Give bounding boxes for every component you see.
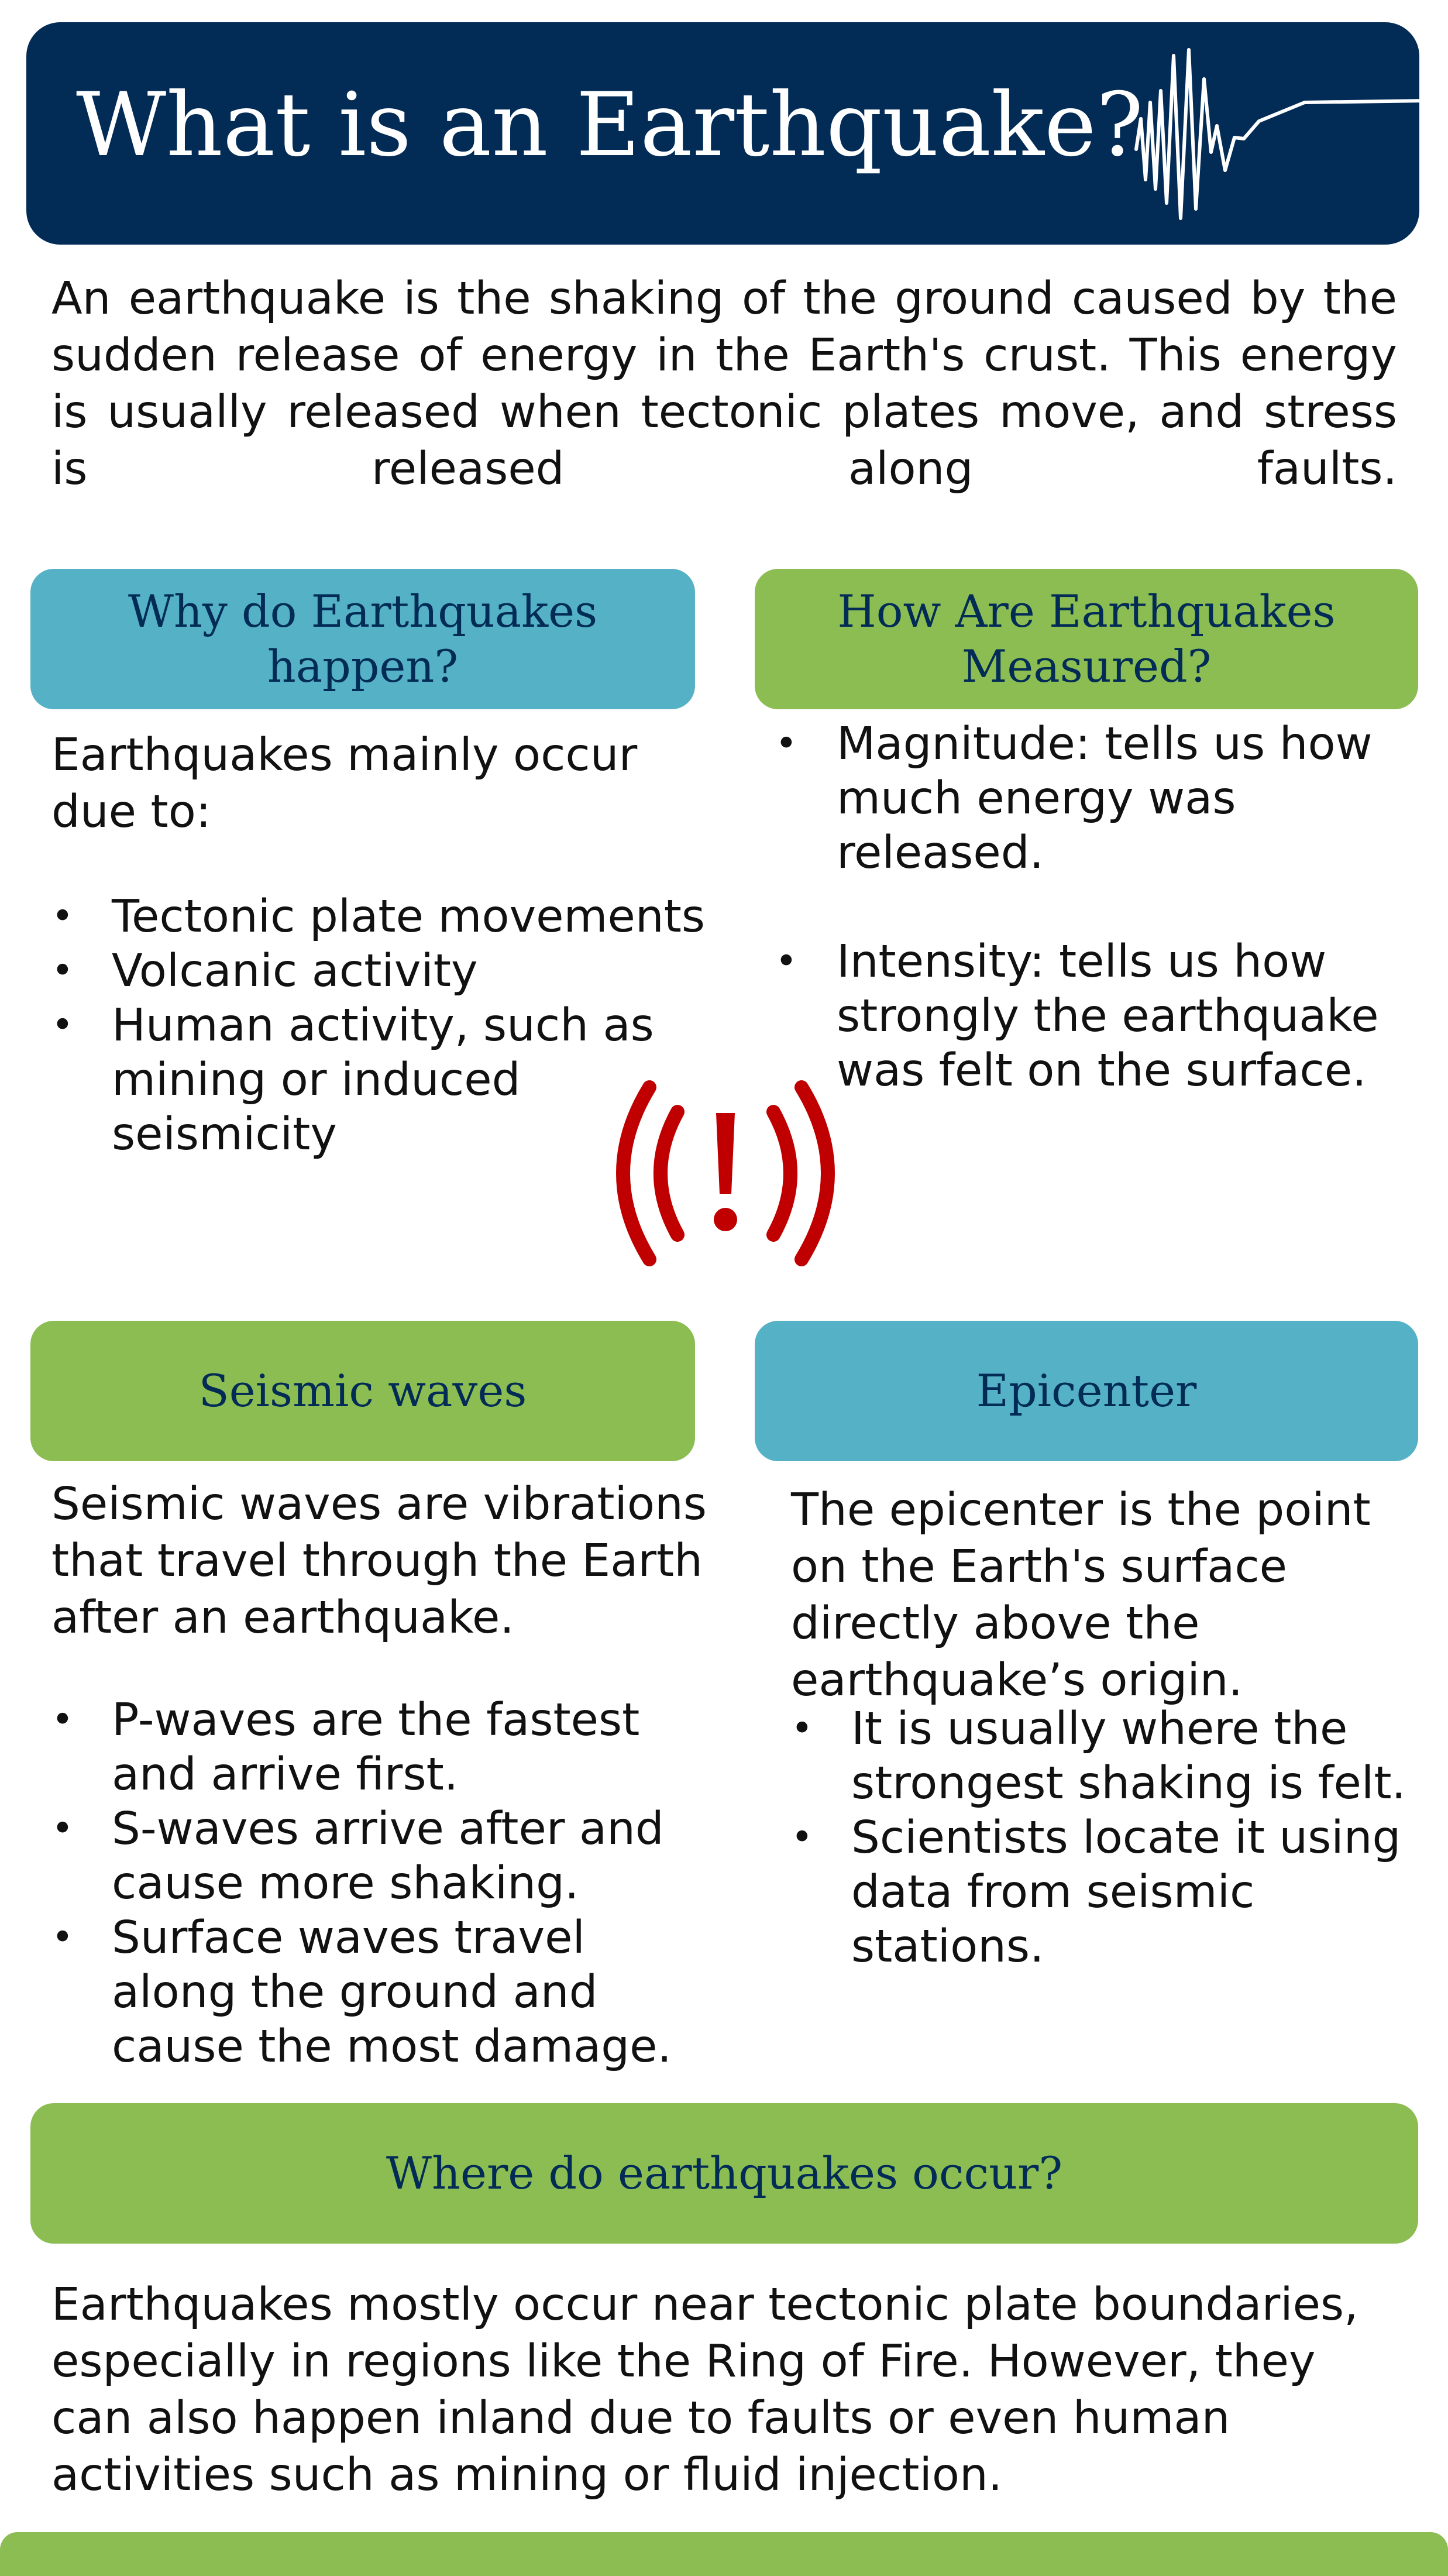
page-title: What is an Earthquake?: [76, 74, 1144, 176]
footer-bar: [0, 2532, 1448, 2576]
why-heading-line2: happen?: [267, 640, 459, 692]
why-heading: [30, 569, 695, 709]
list-item: • Surface waves travel along the ground and cause the most damage.: [51, 1911, 707, 2074]
list-item: • Intensity: tells us how strongly the earthquake was felt on the surface.: [775, 935, 1419, 1098]
why-heading-line1: Why do Earthquakes: [128, 585, 598, 637]
how-heading-line1: How Are Earthquakes: [837, 585, 1336, 637]
epicenter-heading: Epicenter: [755, 1321, 1418, 1461]
list-item: • Tectonic plate movements: [51, 889, 707, 944]
list-item: • Volcanic activity: [51, 944, 707, 998]
why-intro: Earthquakes mainly occur due to:: [51, 729, 638, 838]
how-heading-line2: Measured?: [961, 640, 1212, 692]
where-heading: Where do earthquakes occur?: [30, 2103, 1418, 2244]
how-heading: [755, 569, 1418, 709]
seismic-heading: Seismic waves: [30, 1321, 695, 1461]
list-item: • S-waves arrive after and cause more shaking.: [51, 1802, 707, 1911]
list-item: • Scientists locate it using data from seismic stations.: [791, 1811, 1423, 1974]
earthquake-alert-icon: [603, 1077, 848, 1270]
seismograph-wave-icon: [1123, 32, 1428, 237]
epicenter-intro: The epicenter is the point on the Earth's surface directly above the earthquake’s origin.: [791, 1484, 1371, 1706]
intro-paragraph: An earthquake is the shaking of the ground caused by the sudden release of energy in the Earth's crust. This energy is usually released when tectonic plates move, and stress is released along faults.: [51, 273, 1397, 495]
list-item: • P-waves are the fastest and arrive first.: [51, 1693, 707, 1802]
where-paragraph: Earthquakes mostly occur near tectonic plate boundaries, especially in regions like the Ring of Fire. However, they can also happen inland due to faults or even human activities such as mining or fluid injection.: [51, 2279, 1358, 2501]
seismic-list: [51, 1693, 707, 2074]
seismic-intro: Seismic waves are vibrations that travel through the Earth after an earthquake.: [51, 1478, 707, 1644]
epicenter-list: [791, 1702, 1423, 1974]
list-item: • Human activity, such as mining or induced seismicity: [51, 998, 707, 1162]
list-item: • It is usually where the strongest shaking is felt.: [791, 1702, 1423, 1811]
how-list: [775, 717, 1419, 1098]
list-item: • Magnitude: tells us how much energy was released.: [775, 717, 1419, 880]
